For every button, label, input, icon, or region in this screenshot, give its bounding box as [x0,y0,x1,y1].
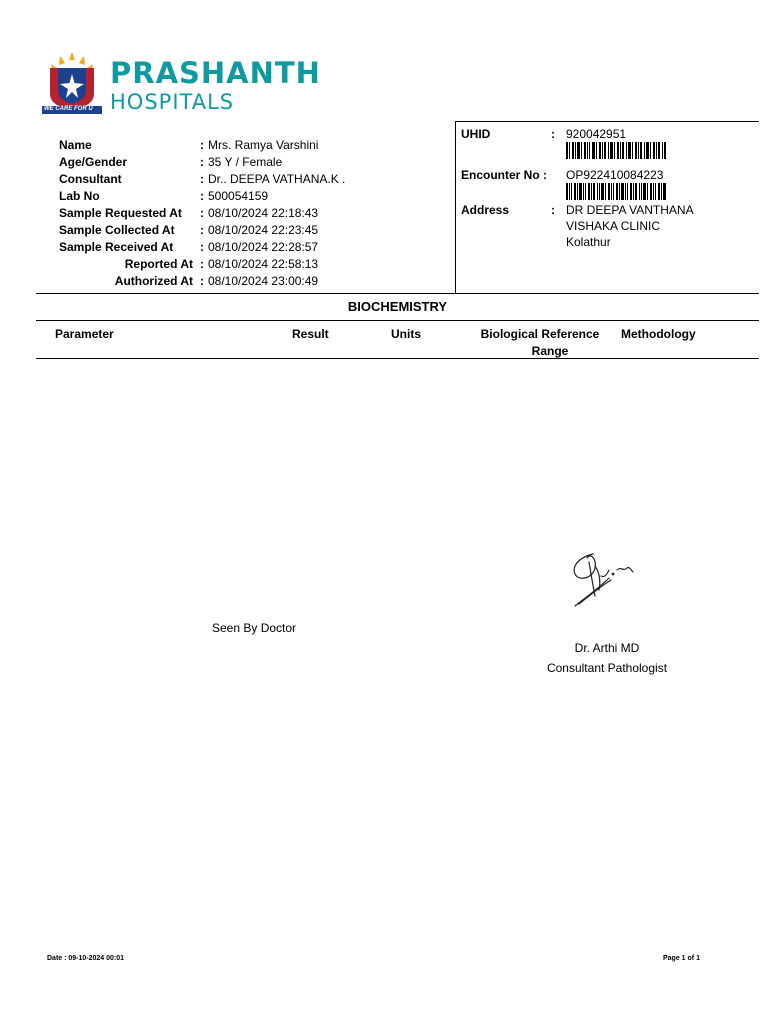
encounter-label: Encounter No : [461,168,547,182]
address-label: Address [461,203,510,217]
consultant-label: Consultant [59,172,122,186]
consultant-value: Dr.. DEEPA VATHANA.K . [208,172,346,186]
doctor-name: Dr. Arthi MD [574,641,640,655]
authorized-at-value: 08/10/2024 23:00:49 [208,274,319,288]
lab-no-value: 500054159 [208,189,269,203]
patient-name-value: Mrs. Ramya Varshini [208,138,319,152]
sample-requested-value: 08/10/2024 22:18:43 [208,206,319,220]
address-line-3: Kolathur [566,235,611,249]
encounter-barcode-icon [566,183,666,200]
doctor-signature-icon [565,548,645,614]
uhid-value: 920042951 [566,127,627,141]
table-header-rule [36,358,759,359]
uhid-label: UHID [461,127,491,141]
patient-name-label: Name [59,138,92,152]
age-gender-value: 35 Y / Female [208,155,283,169]
uhid-barcode-icon [566,142,666,159]
brand-name: PRASHANTH [110,56,321,90]
sample-received-label: Sample Received At [59,240,174,254]
sample-collected-label: Sample Collected At [59,223,175,237]
header-top-rule [455,121,759,122]
doctor-title: Consultant Pathologist [546,661,668,675]
footer-date: Date : 09-10-2024 00:01 [47,955,125,962]
col-parameter: Parameter [55,327,114,341]
age-gender-label: Age/Gender [59,155,128,169]
reported-at-value: 08/10/2024 22:58:13 [208,257,319,271]
address-line-2: VISHAKA CLINIC [566,219,661,233]
encounter-value: OP922410084223 [566,168,664,182]
logo-tagline: WE CARE FOR U [44,106,93,112]
brand-subtitle: HOSPITALS [110,90,235,114]
section-title-rule [36,320,759,321]
col-methodology: Methodology [621,327,696,341]
patient-section-rule [36,293,759,294]
reported-at-label: Reported At [124,257,193,271]
lab-no-label: Lab No [59,189,100,203]
address-line-1: DR DEEPA VANTHANA [566,203,694,217]
col-result: Result [292,327,329,341]
col-units: Units [391,327,421,341]
section-title: BIOCHEMISTRY [347,299,448,314]
seen-by-doctor: Seen By Doctor [212,621,297,635]
sample-received-value: 08/10/2024 22:28:57 [208,240,319,254]
footer-page-number: Page 1 of 1 [663,955,700,962]
col-reference-range-line1: Biological Reference [480,327,600,341]
authorized-at-label: Authorized At [114,274,193,288]
sample-collected-value: 08/10/2024 22:23:45 [208,223,319,237]
header-divider [455,121,456,293]
sample-requested-label: Sample Requested At [59,206,182,220]
col-reference-range-line2: Range [531,344,569,358]
